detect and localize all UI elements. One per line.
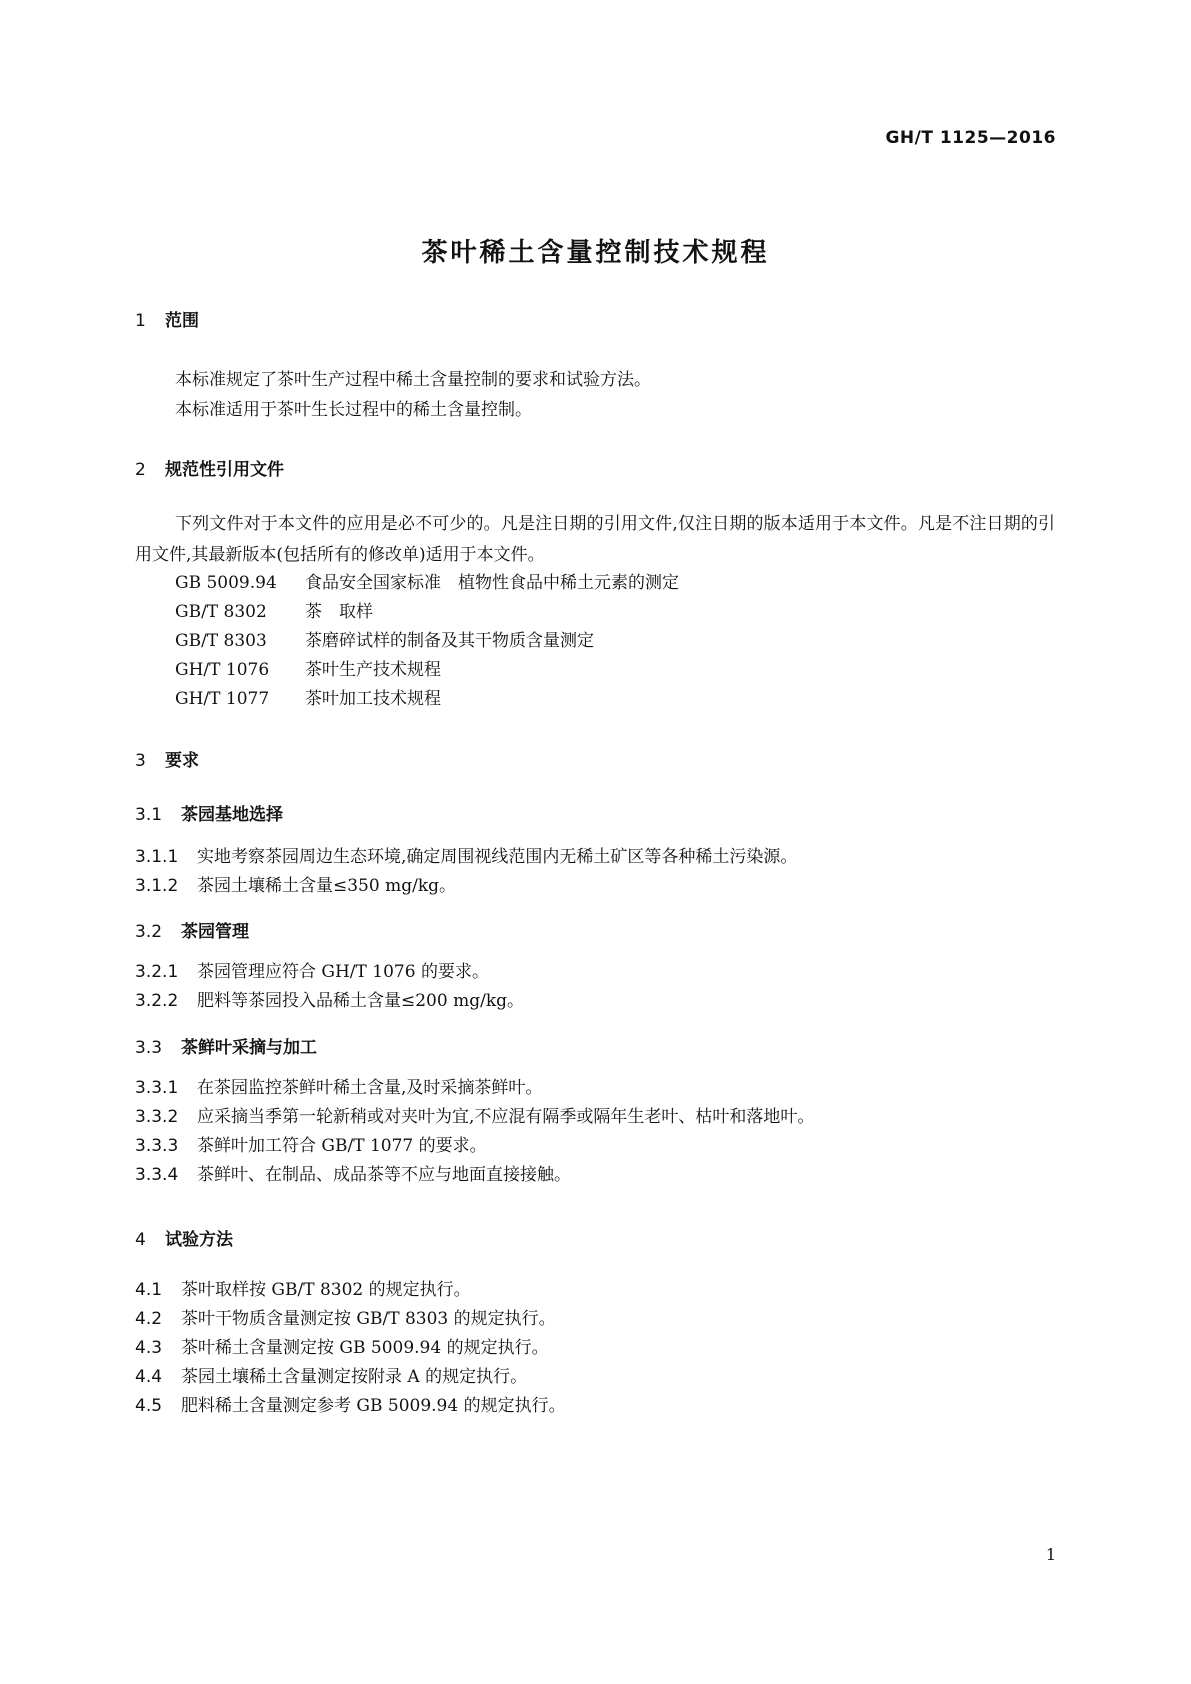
clause-item <box>135 1333 549 1364</box>
reference-title: 茶磨碎试样的制备及其干物质含量测定 <box>305 631 594 651</box>
clause-item <box>135 1391 566 1422</box>
reference-code: GB/T 8303 <box>175 631 267 651</box>
section-3-heading <box>135 746 199 771</box>
clause-item <box>135 842 797 873</box>
clause-number: 3.3.2 <box>135 1107 179 1127</box>
subsection-title: 茶园管理 <box>181 922 249 942</box>
clause-text: 茶鲜叶、在制品、成品茶等不应与地面直接接触。 <box>197 1165 571 1185</box>
subsection-number: 3.2 <box>135 922 163 942</box>
clause-number: 3.2.2 <box>135 991 179 1011</box>
section-number: 1 <box>135 311 146 331</box>
clause-number: 4.4 <box>135 1367 163 1387</box>
clause-number: 3.1.2 <box>135 876 179 896</box>
paragraph: 本标准规定了茶叶生产过程中稀土含量控制的要求和试验方法。 <box>175 370 651 390</box>
clause-number: 3.3.3 <box>135 1136 179 1156</box>
clause-number: 4.2 <box>135 1309 163 1329</box>
reference-code: GB 5009.94 <box>175 573 277 593</box>
reference-title: 茶叶生产技术规程 <box>305 660 441 680</box>
clause-number: 3.3.1 <box>135 1078 179 1098</box>
reference-item <box>175 655 441 686</box>
section-number: 4 <box>135 1230 146 1250</box>
reference-code: GH/T 1076 <box>175 660 270 680</box>
clause-item <box>135 1160 571 1191</box>
clause-item <box>135 1362 527 1393</box>
section-title: 规范性引用文件 <box>165 460 284 480</box>
paragraph: 本标准适用于茶叶生长过程中的稀土含量控制。 <box>175 400 532 420</box>
reference-item <box>175 626 594 657</box>
clause-text: 茶叶稀土含量测定按 GB 5009.94 的规定执行。 <box>181 1338 549 1358</box>
clause-number: 3.3.4 <box>135 1165 179 1185</box>
section-1-heading <box>135 306 199 331</box>
clause-text: 茶鲜叶加工符合 GB/T 1077 的要求。 <box>197 1136 487 1156</box>
reference-item <box>175 597 373 628</box>
page-number: 1 <box>1045 1545 1056 1564</box>
subsection-title: 茶鲜叶采摘与加工 <box>181 1038 317 1058</box>
clause-text: 茶园土壤稀土含量≤350 mg/kg。 <box>197 876 457 896</box>
standard-code: GH/T 1125—2016 <box>885 128 1056 148</box>
reference-title: 茶叶加工技术规程 <box>305 689 441 709</box>
clause-text: 茶园土壤稀土含量测定按附录 A 的规定执行。 <box>181 1367 528 1387</box>
subsection-number: 3.1 <box>135 805 163 825</box>
subsection-number: 3.3 <box>135 1038 163 1058</box>
clause-text: 茶园管理应符合 GH/T 1076 的要求。 <box>197 962 489 982</box>
clause-text: 实地考察茶园周边生态环境,确定周围视线范围内无稀土矿区等各种稀土污染源。 <box>197 847 798 867</box>
section-number: 2 <box>135 460 146 480</box>
clause-item <box>135 871 456 902</box>
clause-number: 3.2.1 <box>135 962 179 982</box>
clause-text: 应采摘当季第一轮新稍或对夹叶为宜,不应混有隔季或隔年生老叶、枯叶和落地叶。 <box>197 1107 815 1127</box>
section-4-heading <box>135 1225 233 1250</box>
clause-number: 4.1 <box>135 1280 163 1300</box>
clause-item <box>135 1275 471 1306</box>
reference-code: GB/T 8302 <box>175 602 267 622</box>
clause-text: 肥料稀土含量测定参考 GB 5009.94 的规定执行。 <box>181 1396 566 1416</box>
section-number: 3 <box>135 751 146 771</box>
reference-item <box>175 684 441 715</box>
section-title: 要求 <box>165 751 199 771</box>
reference-title: 茶 取样 <box>305 602 373 622</box>
clause-number: 4.3 <box>135 1338 163 1358</box>
section-2-heading <box>135 455 284 480</box>
section-title: 范围 <box>165 311 199 331</box>
clause-text: 茶叶干物质含量测定按 GB/T 8303 的规定执行。 <box>181 1309 556 1329</box>
clause-item <box>135 1073 542 1104</box>
clause-text: 肥料等茶园投入品稀土含量≤200 mg/kg。 <box>197 991 525 1011</box>
subsection-3-3-heading <box>135 1033 317 1058</box>
clause-text: 在茶园监控茶鲜叶稀土含量,及时采摘茶鲜叶。 <box>197 1078 543 1098</box>
document-title: 茶叶稀土含量控制技术规程 <box>421 238 770 268</box>
reference-title: 食品安全国家标准 植物性食品中稀土元素的测定 <box>305 573 679 593</box>
clause-item <box>135 957 489 988</box>
subsection-3-2-heading <box>135 917 249 942</box>
clause-item <box>135 1102 814 1133</box>
section-title: 试验方法 <box>165 1230 233 1250</box>
reference-code: GH/T 1077 <box>175 689 270 709</box>
clause-item <box>135 986 524 1017</box>
clause-item <box>135 1131 487 1162</box>
clause-number: 3.1.1 <box>135 847 179 867</box>
section-2-intro: 下列文件对于本文件的应用是必不可少的。凡是注日期的引用文件,仅注日期的版本适用于本文件。凡是不注日期的引用文件,其最新版本(包括所有的修改单)适用于本文件。 <box>135 514 1055 565</box>
clause-number: 4.5 <box>135 1396 163 1416</box>
subsection-title: 茶园基地选择 <box>181 805 283 825</box>
clause-item <box>135 1304 556 1335</box>
clause-text: 茶叶取样按 GB/T 8302 的规定执行。 <box>181 1280 471 1300</box>
reference-item <box>175 568 679 599</box>
subsection-3-1-heading <box>135 800 283 825</box>
